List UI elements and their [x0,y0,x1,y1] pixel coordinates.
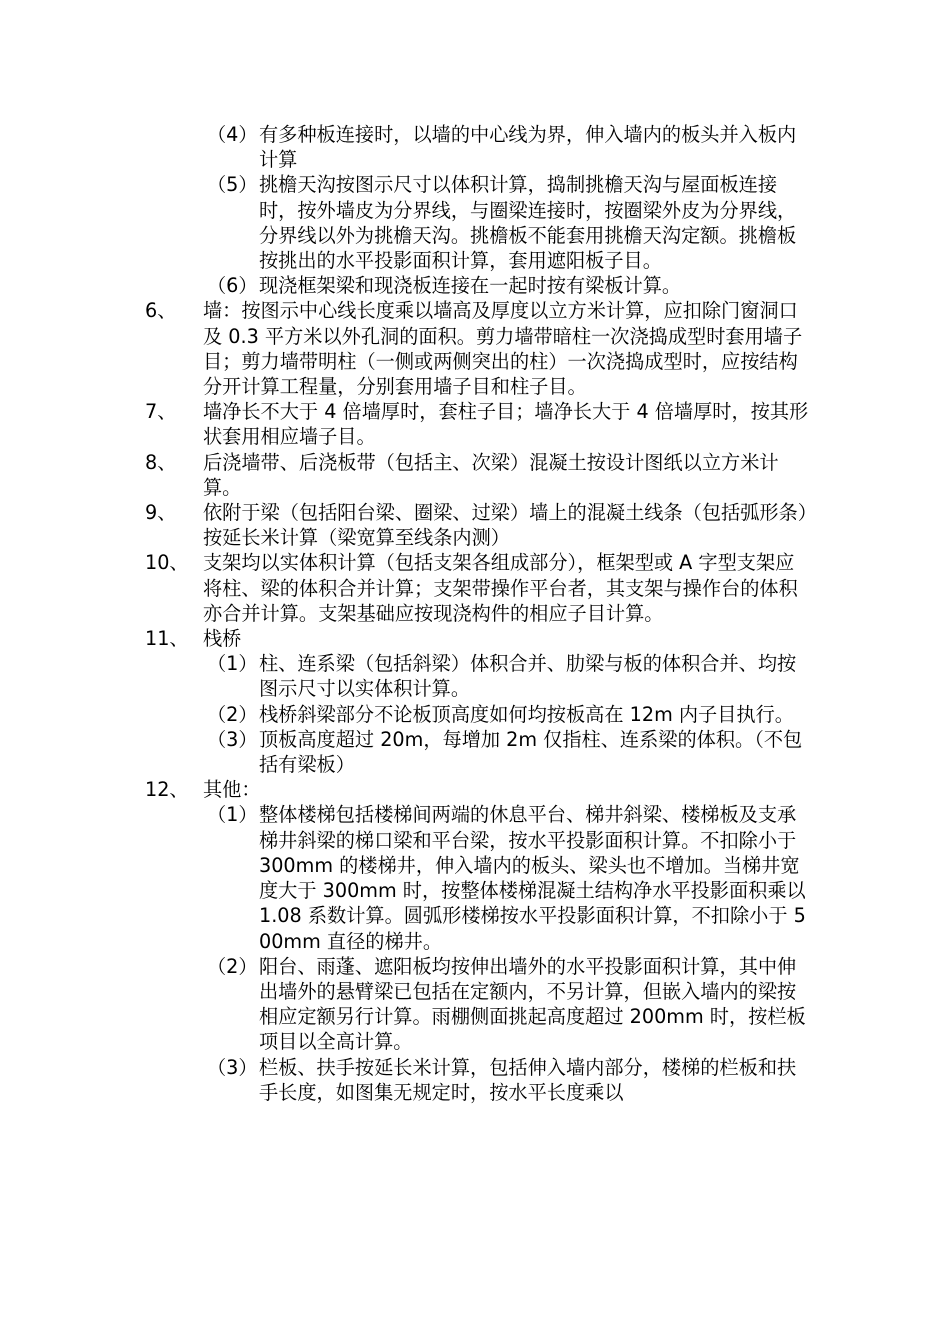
item-number: （4） [207,123,258,146]
list-item [0,550,809,626]
item-text: 栈桥斜梁部分不论板顶高度如何均按板高在 12m 内子目执行。 [259,702,794,726]
item-number: 8、 [145,450,177,474]
list-item [0,702,809,727]
item-text: 后浇墙带、后浇板带（包括主、次梁）混凝土按设计图纸以立方米计算。 [203,450,779,499]
item-text: 其他： [203,778,261,802]
item-text: 阳台、雨蓬、遮阳板均按伸出墙外的水平投影面积计算，其中伸出墙外的悬臂梁已包括在定额内，不另计算，但嵌入墙内的梁按相应定额另行计算。雨棚侧面挑起高度超过 200mm 时，按栏板项目以全高计算。 [259,954,806,1054]
list-item [0,651,809,701]
item-number: （3） [207,1055,258,1079]
item-number: 7、 [145,400,177,424]
item-number: （2） [207,702,258,726]
item-number: （3） [207,727,258,751]
item-text: 顶板高度超过 20m，每增加 2m 仅指柱、连系梁的体积。（不包括有梁板） [259,727,803,777]
list-item [0,172,809,273]
list-item [0,298,809,399]
item-number: （5） [207,173,258,197]
list-item [0,399,809,449]
item-text: 支架均以实体积计算（包括支架各组成部分），框架型或 A 字型支架应将柱、梁的体积合并计算；支架带操作平台者，其支架与操作台的体积亦合并计算。支架基础应按现浇构件的相应子目计算。 [203,551,798,625]
list-item [0,727,809,777]
list-item [0,500,809,550]
list-item [0,777,809,802]
item-number: 10、 [145,551,189,575]
item-number: （2） [207,954,258,978]
item-number: 9、 [145,501,177,525]
list-item [0,1055,809,1105]
item-text: 依附于梁（包括阳台梁、圈梁、过梁）墙上的混凝土线条（包括弧形条）按延长米计算（梁宽算至线条内测） [203,501,808,550]
item-number: 11、 [145,627,189,651]
item-number: （1） [207,652,258,676]
item-text: 柱、连系梁（包括斜梁）体积合并、肋梁与板的体积合并、均按图示尺寸以实体积计算。 [259,652,797,701]
item-text: 整体楼梯包括楼梯间两端的休息平台、梯井斜梁、楼梯板及支承梯井斜梁的梯口梁和平台梁，按水平投影面积计算。不扣除小于 300mm 的楼梯井，伸入墙内的板头、梁头也不增加。当梯井宽度大于 300mm 时，按整体楼梯混凝土结构净水平投影面积乘以 1.08 系数计算。圆弧形楼梯按水平投影面积计算，不扣除小于 500mm 直径的梯井。 [259,803,806,953]
item-number: 6、 [145,299,177,323]
item-text: 墙净长不大于 4 倍墙厚时，套柱子目；墙净长大于 4 倍墙厚时，按其形状套用相应墙子目。 [203,400,809,449]
item-number: 12、 [145,778,189,802]
item-number: （1） [207,803,258,827]
item-text: 栏板、扶手按延长米计算，包括伸入墙内部分，楼梯的栏板和扶手长度，如图集无规定时，按水平长度乘以 [259,1055,797,1104]
list-item [0,802,809,953]
list-item [0,450,809,500]
list-item [0,273,809,298]
list-item [0,626,809,651]
item-text: 现浇框架梁和现浇板连接在一起时按有梁板计算。 [259,274,682,298]
list-item [0,122,809,172]
item-text: 挑檐天沟按图示尺寸以体积计算，捣制挑檐天沟与屋面板连接时，按外墙皮为分界线，与圈梁连接时，按圈梁外皮为分界线，分界线以外为挑檐天沟。挑檐板不能套用挑檐天沟定额。挑檐板按挑出的水平投影面积计算，套用遮阳板子目。 [259,173,797,273]
list-item [0,954,809,1055]
item-text: 有多种板连接时，以墙的中心线为界，伸入墙内的板头并入板内计算 [259,123,797,172]
item-text: 栈桥 [203,627,242,651]
item-text: 墙：按图示中心线长度乘以墙高及厚度以立方米计算，应扣除门窗洞口及 0.3 平方米以外孔洞的面积。剪力墙带暗柱一次浇捣成型时套用墙子目；剪力墙带明柱（一侧或两侧突出的柱）一次浇捣成型时，应按结构分开计算工程量，分别套用墙子目和柱子目。 [203,299,803,399]
document-body [0,122,950,1105]
item-number: （6） [207,274,258,298]
